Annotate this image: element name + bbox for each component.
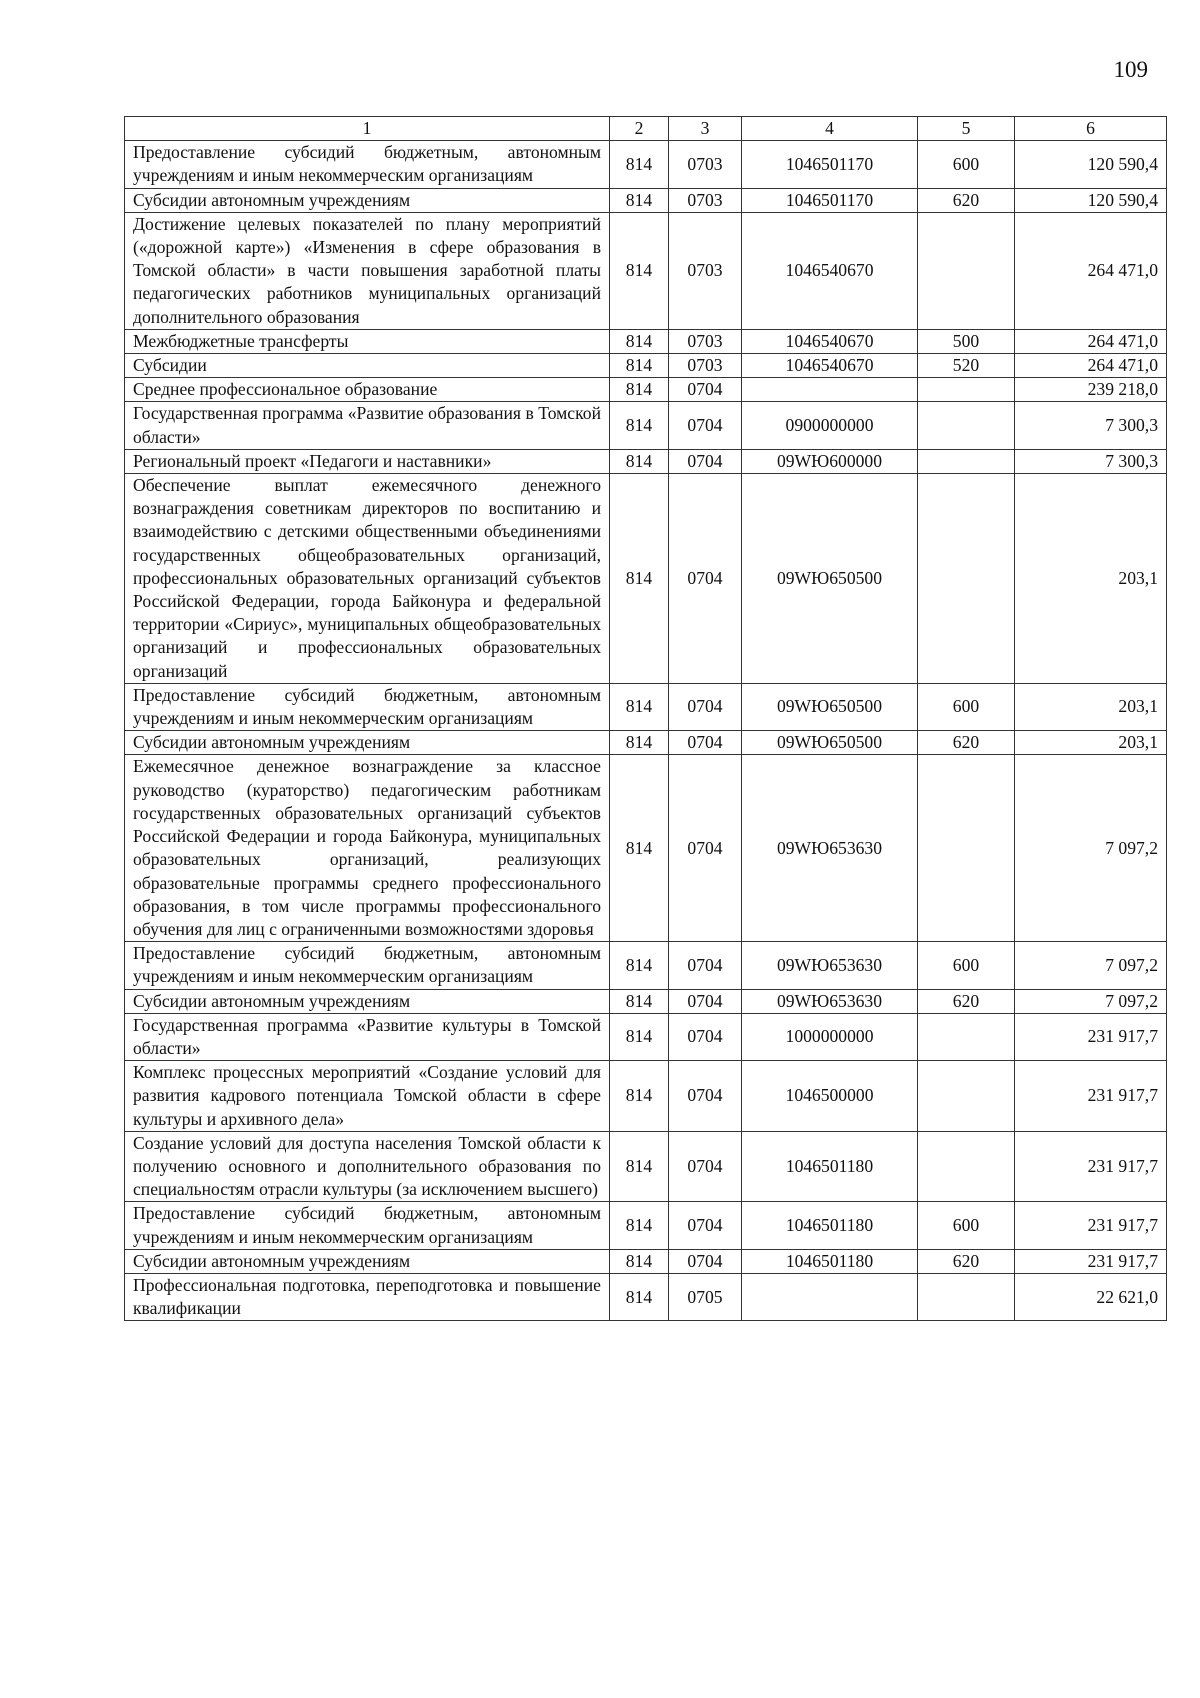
table-row — [125, 354, 1167, 378]
row-amount-cell: 7 097,2 — [1015, 942, 1167, 989]
row-target-code-cell — [742, 378, 918, 402]
row-expense-type-cell — [918, 449, 1015, 473]
table-row — [125, 1061, 1167, 1132]
column-header: 4 — [742, 117, 918, 141]
row-name-cell: Комплекс процессных мероприятий «Создание условий для развития кадрового потенциала Томской области в сфере культуры и архивного дела» — [125, 1061, 610, 1132]
row-name-cell: Региональный проект «Педагоги и наставники» — [125, 449, 610, 473]
row-ministry-cell: 814 — [610, 755, 669, 942]
table-row — [125, 942, 1167, 989]
row-ministry-cell: 814 — [610, 188, 669, 212]
row-expense-type-cell — [918, 1273, 1015, 1320]
row-target-code-cell: 09WЮ653630 — [742, 942, 918, 989]
row-section-cell: 0704 — [669, 731, 742, 755]
row-target-code-cell: 09WЮ653630 — [742, 755, 918, 942]
row-name-cell: Предоставление субсидий бюджетным, автономным учреждениям и иным некоммерческим организациям — [125, 683, 610, 730]
row-amount-cell: 203,1 — [1015, 731, 1167, 755]
row-name-cell: Государственная программа «Развитие образования в Томской области» — [125, 402, 610, 449]
row-name-cell: Межбюджетные трансферты — [125, 329, 610, 353]
row-target-code-cell — [742, 1273, 918, 1320]
row-name-cell: Предоставление субсидий бюджетным, автономным учреждениям и иным некоммерческим организациям — [125, 1202, 610, 1249]
table-row — [125, 1013, 1167, 1060]
row-name-cell: Субсидии — [125, 354, 610, 378]
row-expense-type-cell: 620 — [918, 731, 1015, 755]
row-name-cell: Ежемесячное денежное вознаграждение за классное руководство (кураторство) педагогическим работникам государственных образовательных организаций субъектов Российской Федерации и города Байконура, муниципальных образовательных организаций, реализующих образовательные программы среднего профессионального образования, в том числе программы профессионального обучения для лиц с ограниченными возможностями здоровья — [125, 755, 610, 942]
table-row — [125, 683, 1167, 730]
table-row — [125, 474, 1167, 684]
row-name-cell: Государственная программа «Развитие культуры в Томской области» — [125, 1013, 610, 1060]
table-row — [125, 1273, 1167, 1320]
row-section-cell: 0705 — [669, 1273, 742, 1320]
row-section-cell: 0704 — [669, 755, 742, 942]
row-amount-cell: 231 917,7 — [1015, 1061, 1167, 1132]
row-amount-cell: 7 097,2 — [1015, 989, 1167, 1013]
row-section-cell: 0704 — [669, 1249, 742, 1273]
row-section-cell: 0703 — [669, 188, 742, 212]
budget-table — [124, 116, 1167, 1321]
table-row — [125, 449, 1167, 473]
row-name-cell: Предоставление субсидий бюджетным, автономным учреждениям и иным некоммерческим организациям — [125, 942, 610, 989]
row-expense-type-cell: 620 — [918, 1249, 1015, 1273]
row-amount-cell: 231 917,7 — [1015, 1202, 1167, 1249]
row-expense-type-cell — [918, 1131, 1015, 1202]
row-amount-cell: 264 471,0 — [1015, 329, 1167, 353]
row-target-code-cell: 1000000000 — [742, 1013, 918, 1060]
row-expense-type-cell — [918, 474, 1015, 684]
column-header: 6 — [1015, 117, 1167, 141]
row-section-cell: 0703 — [669, 354, 742, 378]
row-target-code-cell: 09WЮ650500 — [742, 683, 918, 730]
row-amount-cell: 7 097,2 — [1015, 755, 1167, 942]
row-expense-type-cell — [918, 402, 1015, 449]
row-ministry-cell: 814 — [610, 449, 669, 473]
row-target-code-cell: 1046540670 — [742, 329, 918, 353]
row-section-cell: 0704 — [669, 1013, 742, 1060]
table-row — [125, 329, 1167, 353]
row-ministry-cell: 814 — [610, 989, 669, 1013]
row-amount-cell: 120 590,4 — [1015, 141, 1167, 188]
row-amount-cell: 22 621,0 — [1015, 1273, 1167, 1320]
row-amount-cell: 264 471,0 — [1015, 354, 1167, 378]
row-ministry-cell: 814 — [610, 683, 669, 730]
row-expense-type-cell: 600 — [918, 683, 1015, 730]
row-ministry-cell: 814 — [610, 329, 669, 353]
row-section-cell: 0703 — [669, 329, 742, 353]
table-body — [125, 117, 1167, 1321]
row-amount-cell: 239 218,0 — [1015, 378, 1167, 402]
row-target-code-cell: 1046501170 — [742, 141, 918, 188]
row-expense-type-cell — [918, 1013, 1015, 1060]
table-row — [125, 1202, 1167, 1249]
table-row — [125, 1249, 1167, 1273]
table-row — [125, 378, 1167, 402]
row-amount-cell: 231 917,7 — [1015, 1131, 1167, 1202]
row-expense-type-cell: 620 — [918, 188, 1015, 212]
table-header-row — [125, 117, 1167, 141]
row-section-cell: 0704 — [669, 378, 742, 402]
row-expense-type-cell: 600 — [918, 141, 1015, 188]
table-row — [125, 989, 1167, 1013]
row-section-cell: 0704 — [669, 1202, 742, 1249]
row-section-cell: 0704 — [669, 683, 742, 730]
row-target-code-cell: 1046501180 — [742, 1131, 918, 1202]
row-target-code-cell: 1046501180 — [742, 1202, 918, 1249]
row-name-cell: Субсидии автономным учреждениям — [125, 731, 610, 755]
row-amount-cell: 7 300,3 — [1015, 402, 1167, 449]
row-name-cell: Среднее профессиональное образование — [125, 378, 610, 402]
table-row — [125, 188, 1167, 212]
row-target-code-cell: 1046501170 — [742, 188, 918, 212]
row-amount-cell: 203,1 — [1015, 474, 1167, 684]
row-section-cell: 0703 — [669, 141, 742, 188]
column-header: 3 — [669, 117, 742, 141]
row-amount-cell: 264 471,0 — [1015, 212, 1167, 329]
row-expense-type-cell — [918, 755, 1015, 942]
row-target-code-cell: 09WЮ653630 — [742, 989, 918, 1013]
row-target-code-cell: 09WЮ650500 — [742, 731, 918, 755]
page-number: 109 — [1113, 57, 1148, 82]
row-name-cell: Субсидии автономным учреждениям — [125, 989, 610, 1013]
row-expense-type-cell: 520 — [918, 354, 1015, 378]
row-ministry-cell: 814 — [610, 1013, 669, 1060]
table-row — [125, 1131, 1167, 1202]
row-target-code-cell: 0900000000 — [742, 402, 918, 449]
row-name-cell: Субсидии автономным учреждениям — [125, 1249, 610, 1273]
row-ministry-cell: 814 — [610, 212, 669, 329]
row-target-code-cell: 09WЮ650500 — [742, 474, 918, 684]
row-amount-cell: 203,1 — [1015, 683, 1167, 730]
row-amount-cell: 231 917,7 — [1015, 1013, 1167, 1060]
row-ministry-cell: 814 — [610, 474, 669, 684]
row-target-code-cell: 1046500000 — [742, 1061, 918, 1132]
row-section-cell: 0704 — [669, 942, 742, 989]
row-ministry-cell: 814 — [610, 1131, 669, 1202]
table-row — [125, 402, 1167, 449]
row-name-cell: Предоставление субсидий бюджетным, автономным учреждениям и иным некоммерческим организациям — [125, 141, 610, 188]
row-expense-type-cell: 620 — [918, 989, 1015, 1013]
row-ministry-cell: 814 — [610, 731, 669, 755]
table-row — [125, 755, 1167, 942]
row-section-cell: 0703 — [669, 212, 742, 329]
row-target-code-cell: 1046540670 — [742, 212, 918, 329]
row-amount-cell: 231 917,7 — [1015, 1249, 1167, 1273]
row-ministry-cell: 814 — [610, 1061, 669, 1132]
row-ministry-cell: 814 — [610, 1249, 669, 1273]
row-target-code-cell: 1046501180 — [742, 1249, 918, 1273]
row-expense-type-cell — [918, 1061, 1015, 1132]
row-ministry-cell: 814 — [610, 141, 669, 188]
column-header: 5 — [918, 117, 1015, 141]
row-amount-cell: 7 300,3 — [1015, 449, 1167, 473]
row-target-code-cell: 1046540670 — [742, 354, 918, 378]
row-section-cell: 0704 — [669, 1131, 742, 1202]
column-header: 1 — [125, 117, 610, 141]
column-header: 2 — [610, 117, 669, 141]
table-row — [125, 212, 1167, 329]
row-ministry-cell: 814 — [610, 402, 669, 449]
row-expense-type-cell: 600 — [918, 942, 1015, 989]
row-section-cell: 0704 — [669, 449, 742, 473]
row-ministry-cell: 814 — [610, 1202, 669, 1249]
row-ministry-cell: 814 — [610, 1273, 669, 1320]
table-row — [125, 141, 1167, 188]
row-section-cell: 0704 — [669, 989, 742, 1013]
table-row — [125, 731, 1167, 755]
row-name-cell: Профессиональная подготовка, переподготовка и повышение квалификации — [125, 1273, 610, 1320]
row-section-cell: 0704 — [669, 474, 742, 684]
row-name-cell: Создание условий для доступа населения Томской области к получению основного и дополнительного образования по специальностям отрасли культуры (за исключением высшего) — [125, 1131, 610, 1202]
row-expense-type-cell: 500 — [918, 329, 1015, 353]
row-ministry-cell: 814 — [610, 354, 669, 378]
row-section-cell: 0704 — [669, 402, 742, 449]
row-name-cell: Обеспечение выплат ежемесячного денежного вознаграждения советникам директоров по воспитанию и взаимодействию с детскими общественными объединениями государственных общеобразовательных организаций, профессиональных образовательных организаций субъектов Российской Федерации, города Байконура и федеральной территории «Сириус», муниципальных общеобразовательных организаций и профессиональных образовательных организаций — [125, 474, 610, 684]
row-expense-type-cell — [918, 212, 1015, 329]
row-name-cell: Субсидии автономным учреждениям — [125, 188, 610, 212]
row-name-cell: Достижение целевых показателей по плану мероприятий («дорожной карте») «Изменения в сфере образования в Томской области» в части повышения заработной платы педагогических работников муниципальных организаций дополнительного образования — [125, 212, 610, 329]
row-section-cell: 0704 — [669, 1061, 742, 1132]
row-ministry-cell: 814 — [610, 378, 669, 402]
row-expense-type-cell: 600 — [918, 1202, 1015, 1249]
row-expense-type-cell — [918, 378, 1015, 402]
row-ministry-cell: 814 — [610, 942, 669, 989]
row-amount-cell: 120 590,4 — [1015, 188, 1167, 212]
row-target-code-cell: 09WЮ600000 — [742, 449, 918, 473]
